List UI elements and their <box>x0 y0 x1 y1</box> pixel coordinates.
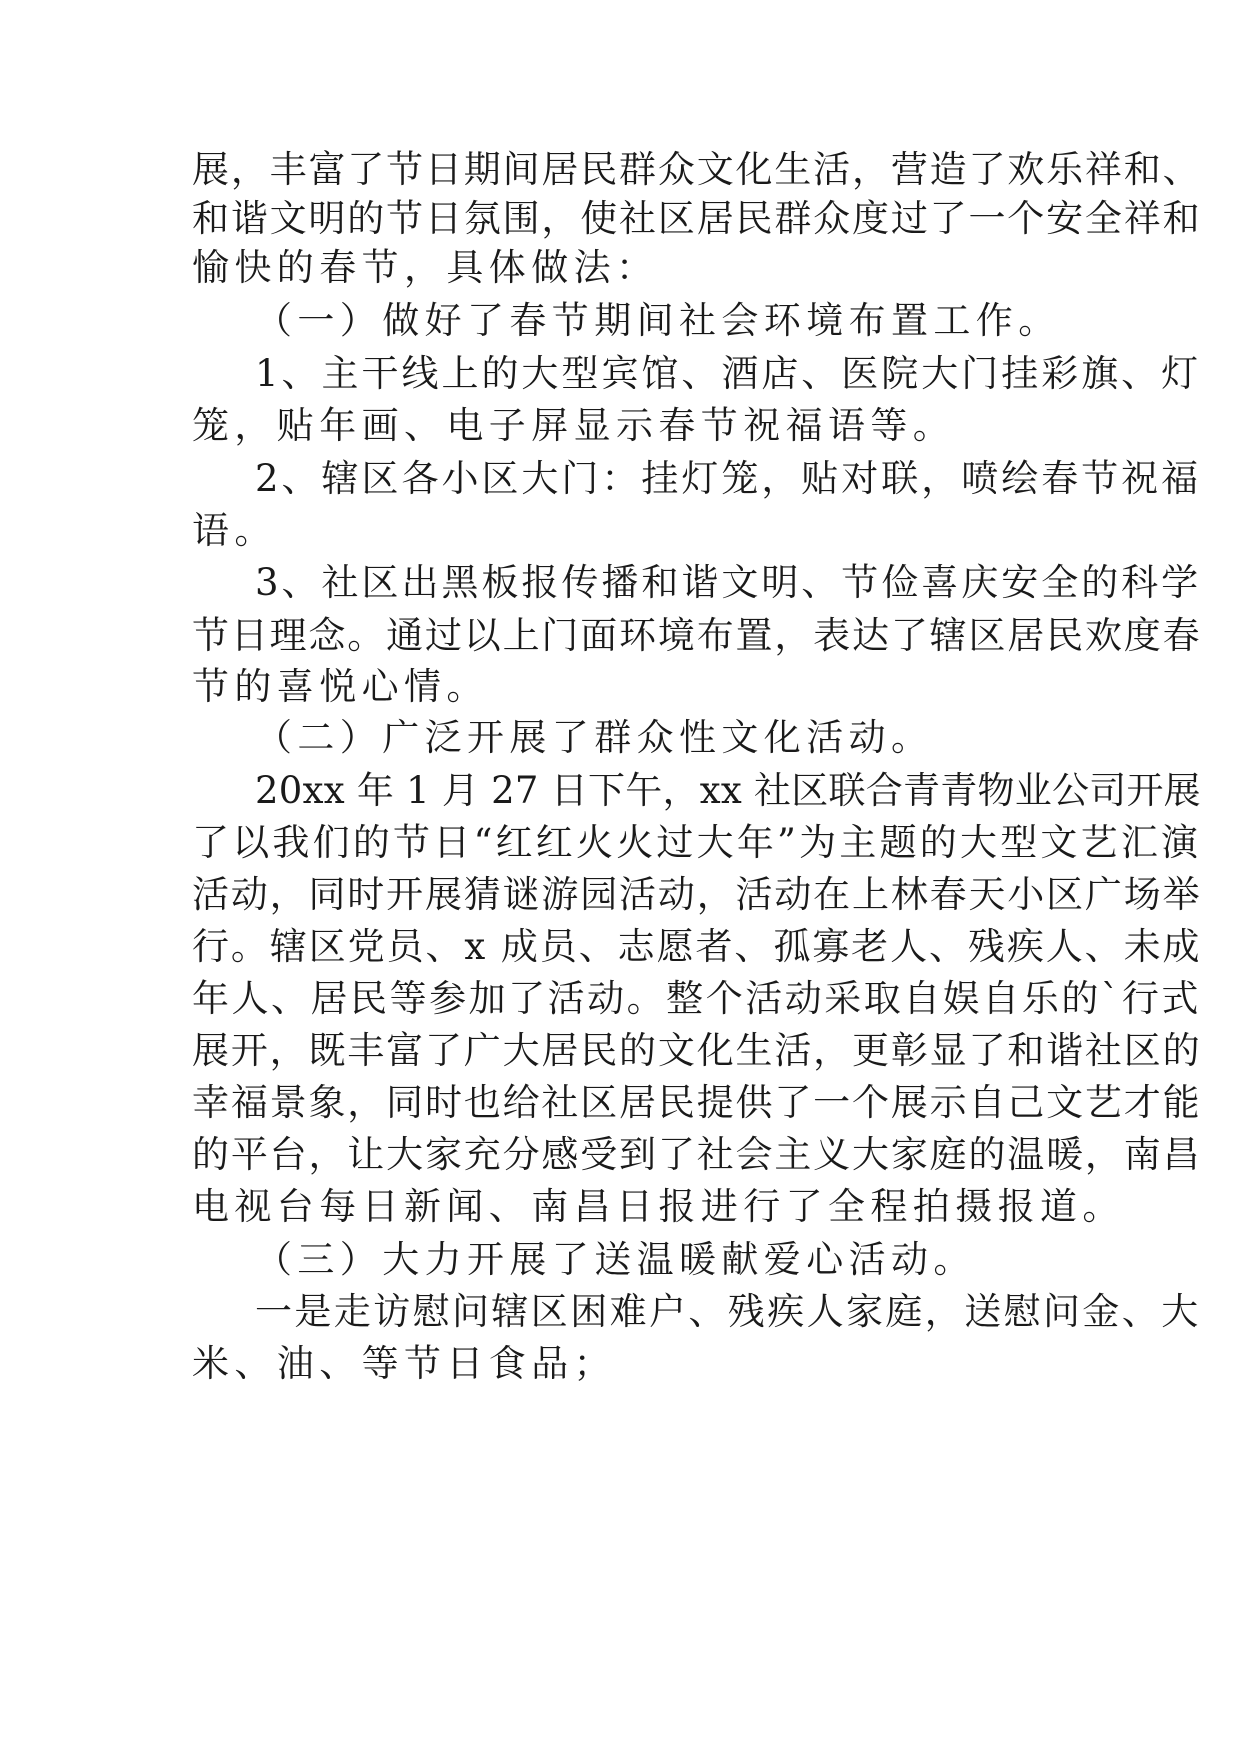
paragraph-line: 愉快的春节，具体做法： <box>192 246 659 289</box>
paragraph-line: 2、辖区各小区大门：挂灯笼，贴对联，喷绘春节祝福 <box>255 457 1202 500</box>
paragraph-line: 了以我们的节日“红红火火过大年”为主题的大型文艺汇演 <box>192 821 1202 864</box>
paragraph-line: 幸福景象，同时也给社区居民提供了一个展示自己文艺才能 <box>192 1081 1202 1124</box>
paragraph-line: 节的喜悦心情。 <box>192 665 489 708</box>
paragraph-line: 语。 <box>192 509 277 552</box>
paragraph-line: 年人、居民等参加了活动。整个活动采取自娱自乐的`行式 <box>192 977 1201 1020</box>
paragraph-line: 行。辖区党员、x 成员、志愿者、孤寡老人、残疾人、未成 <box>192 925 1202 968</box>
paragraph-line: 展开，既丰富了广大居民的文化生活，更彰显了和谐社区的 <box>192 1029 1202 1072</box>
paragraph-line: 活动，同时开展猜谜游园活动，活动在上林春天小区广场举 <box>192 873 1202 916</box>
section-heading-2: （二）广泛开展了群众性文化活动。 <box>255 716 934 759</box>
paragraph-line: 一是走访慰问辖区困难户、残疾人家庭，送慰问金、大 <box>255 1290 1201 1333</box>
paragraph-line: 20xx 年 1 月 27 日下午，xx 社区联合青青物业公司开展 <box>255 769 1201 812</box>
paragraph-line: 笼，贴年画、电子屏显示春节祝福语等。 <box>192 404 956 447</box>
paragraph-line: 展，丰富了节日期间居民群众文化生活，营造了欢乐祥和、 <box>192 148 1202 191</box>
section-heading-1: （一）做好了春节期间社会环境布置工作。 <box>255 299 1061 342</box>
paragraph-line: 3、社区出黑板报传播和谐文明、节俭喜庆安全的科学 <box>255 561 1202 604</box>
paragraph-line: 节日理念。通过以上门面环境布置，表达了辖区居民欢度春 <box>192 614 1202 657</box>
paragraph-line: 和谐文明的节日氛围，使社区居民群众度过了一个安全祥和 <box>192 197 1202 240</box>
section-heading-3: （三）大力开展了送温暖献爱心活动。 <box>255 1238 976 1281</box>
paragraph-line: 电视台每日新闻、南昌日报进行了全程拍摄报道。 <box>192 1185 1125 1228</box>
paragraph-line: 1、主干线上的大型宾馆、酒店、医院大门挂彩旗、灯 <box>255 352 1202 395</box>
paragraph-line: 米、油、等节日食品； <box>192 1342 616 1385</box>
paragraph-line: 的平台，让大家充分感受到了社会主义大家庭的温暖，南昌 <box>192 1133 1202 1176</box>
